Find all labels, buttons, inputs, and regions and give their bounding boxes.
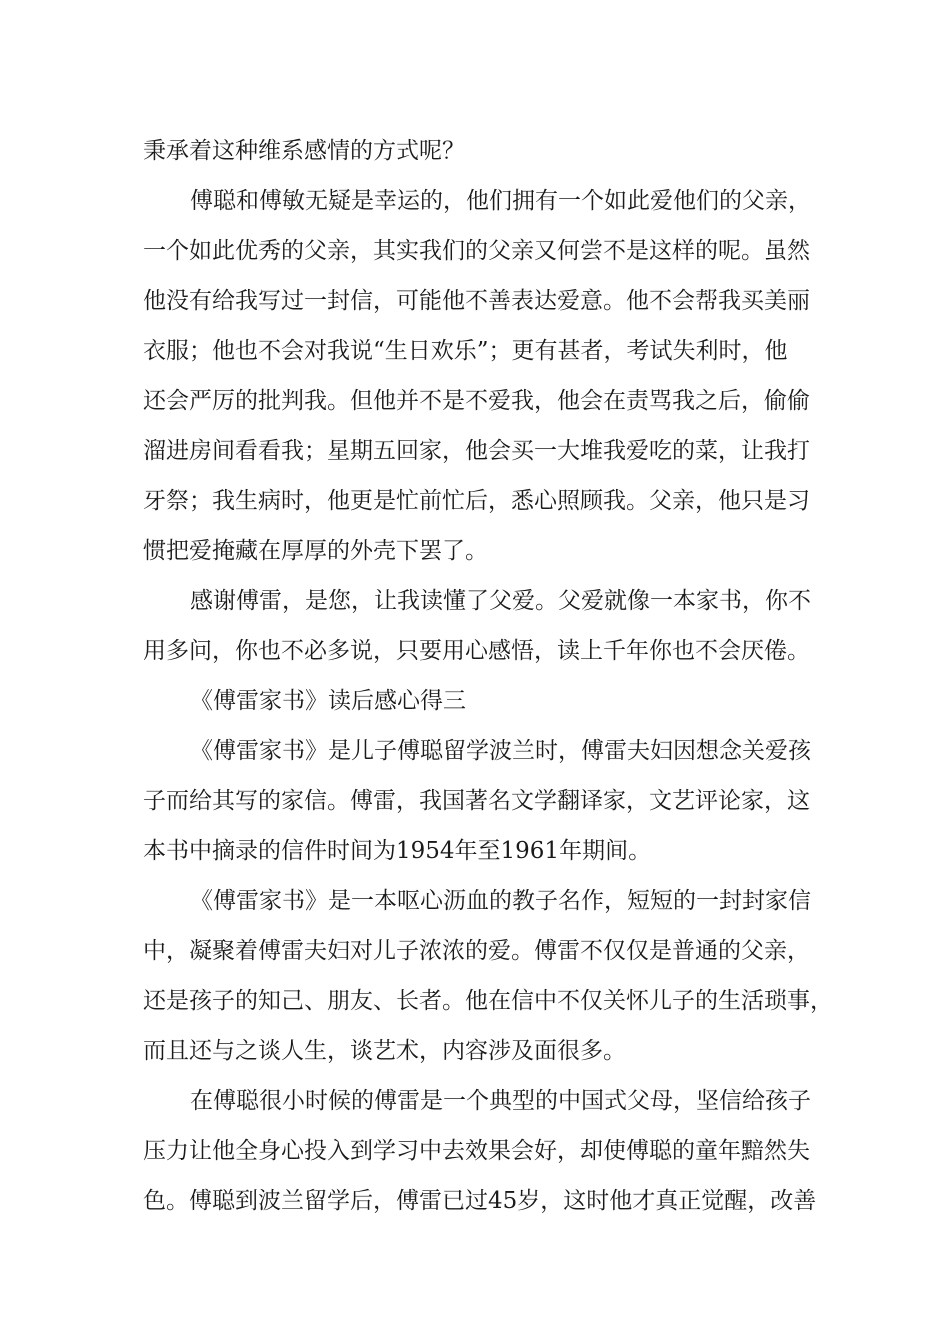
- paragraph-start-line: 《傅雷家书》是一本呕心沥血的教子名作，短短的一封封家信: [190, 888, 811, 914]
- text-line: 色。傅聪到波兰留学后，傅雷已过45岁，这时他才真正觉醒，改善: [143, 1188, 817, 1214]
- text-line: 中，凝聚着傅雷夫妇对儿子浓浓的爱。傅雷不仅仅是普通的父亲，: [143, 938, 810, 964]
- text-line: 还是孩子的知己、朋友、长者。他在信中不仅关怀儿子的生活琐事，: [143, 988, 833, 1014]
- text-line: 溜进房间看看我；星期五回家，他会买一大堆我爱吃的菜，让我打: [143, 438, 810, 464]
- text-line: 秉承着这种维系感情的方式呢？: [143, 138, 465, 164]
- text-line: 惯把爱掩藏在厚厚的外壳下罢了。: [143, 538, 488, 564]
- text-line: 还会严厉的批判我。但他并不是不爱我，他会在责骂我之后，偷偷: [143, 388, 810, 414]
- text-line: 压力让他全身心投入到学习中去效果会好，却使傅聪的童年黯然失: [143, 1138, 810, 1164]
- section-heading: 《傅雷家书》读后感心得三: [190, 688, 466, 714]
- text-line: 一个如此优秀的父亲，其实我们的父亲又何尝不是这样的呢。虽然: [143, 238, 810, 264]
- text-line: 本书中摘录的信件时间为1954年至1961年期间。: [143, 838, 652, 864]
- paragraph-start-line: 《傅雷家书》是儿子傅聪留学波兰时，傅雷夫妇因想念关爱孩: [190, 738, 811, 764]
- paragraph-start-line: 傅聪和傅敏无疑是幸运的，他们拥有一个如此爱他们的父亲，: [190, 188, 811, 214]
- text-line: 用多问，你也不必多说，只要用心感悟，读上千年你也不会厌倦。: [143, 638, 810, 664]
- text-line: 牙祭；我生病时，他更是忙前忙后，悉心照顾我。父亲，他只是习: [143, 488, 810, 514]
- paragraph-start-line: 在傅聪很小时候的傅雷是一个典型的中国式父母，坚信给孩子: [190, 1088, 811, 1114]
- paragraph-start-line: 感谢傅雷，是您，让我读懂了父爱。父爱就像一本家书，你不: [190, 588, 811, 614]
- text-line: 他没有给我写过一封信，可能他不善表达爱意。他不会帮我买美丽: [143, 288, 810, 314]
- text-line: 子而给其写的家信。傅雷，我国著名文学翻译家，文艺评论家，这: [143, 788, 810, 814]
- text-line: 而且还与之谈人生，谈艺术，内容涉及面很多。: [143, 1038, 626, 1064]
- text-line: 衣服；他也不会对我说“生日欢乐”；更有甚者，考试失利时，他: [143, 338, 788, 364]
